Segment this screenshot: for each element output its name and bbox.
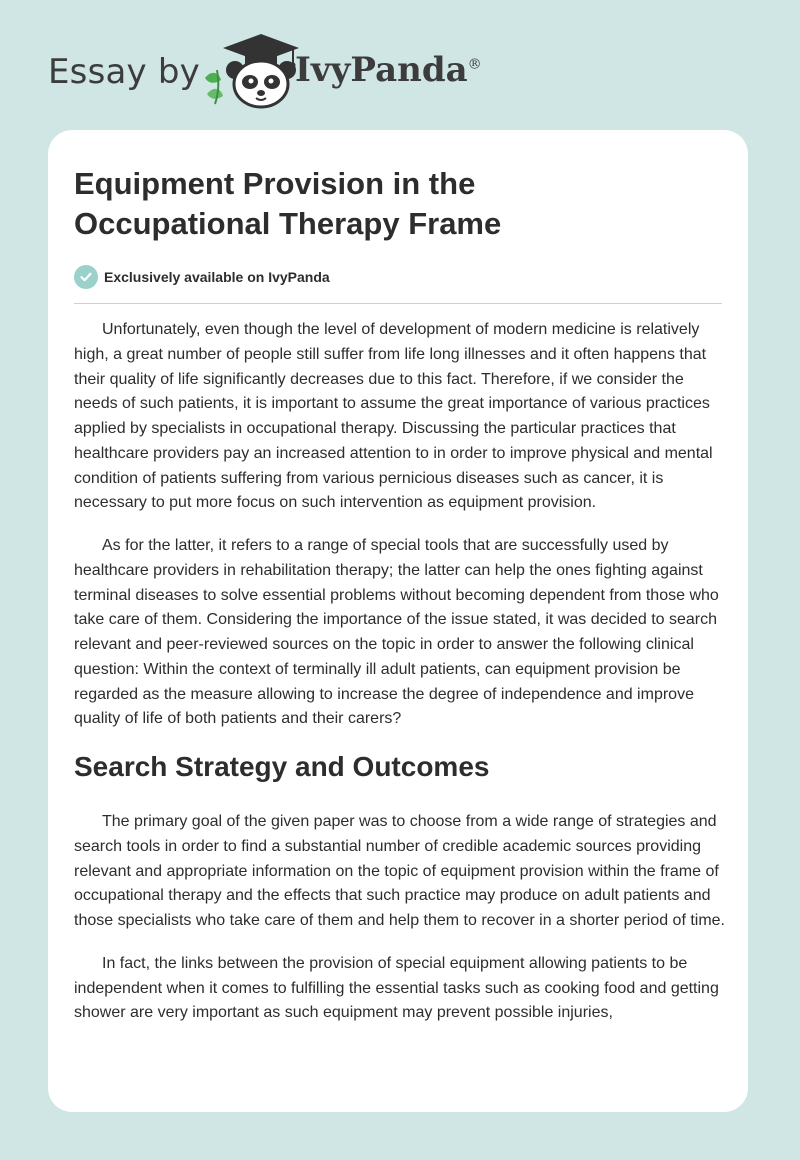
paragraph: As for the latter, it refers to a range of special tools that are successfully used by healthcare providers in rehabilitation therapy; the latter can help the ones fighting against terminal diseases to solve essential problems without becoming dependent from those who take care of them. Considering the importance of the issue stated, it was decided to search relevant and peer-reviewed sources on the topic in order to answer the following clinical question: Within the context of terminally ill adult patients, can equipment provision be regarded as the measure allowing to increase the degree of independence and improve quality of life of both patients and their carers? xyxy=(74,537,719,728)
paragraph: Unfortunately, even though the level of development of modern medicine is relatively high, a great number of people still suffer from life long illnesses and it often happens that their quality of life significantly decreases due to this fact. Therefore, if we consider the needs of such patients, it is important to assume the great importance of various practices applied by specialists in occupational therapy. Discussing the particular practices that healthcare providers pay an increased attention to in order to improve physical and mental condition of patients suffering from various pernicious diseases such as cancer, it is necessary to put more focus on such intervention as equipment provision. xyxy=(74,321,713,512)
exclusive-label: Exclusively available on IvyPanda xyxy=(104,269,330,285)
section-heading: Search Strategy and Outcomes xyxy=(74,751,490,782)
exclusive-badge xyxy=(74,264,330,290)
paragraph: In fact, the links between the provision of special equipment allowing patients to be independent when it comes to fulfilling the essential tasks such as cooking food and getting shower are very important as such equipment may prevent possible injuries, xyxy=(74,954,719,1022)
article-body xyxy=(74,318,726,1044)
checkmark-icon xyxy=(74,265,98,289)
panda-logo-icon xyxy=(201,30,305,110)
divider xyxy=(74,303,722,304)
paragraph: The primary goal of the given paper was to choose from a wide range of strategies and search tools in order to find a substantial number of credible academic sources providing relevant and appropriate information on the topic of equipment provision within the frame of occupational therapy and the effects that such practice may produce on adult patients and those specialists who take care of them and help them to recover in a shorter period of time. xyxy=(74,813,725,929)
brand-header xyxy=(48,30,508,110)
essay-by-label: Essay by xyxy=(48,52,200,92)
page-title: Equipment Provision in the Occupational Therapy Frame xyxy=(74,166,502,241)
brand-name: IvyPanda® xyxy=(295,50,482,90)
essay-card xyxy=(48,130,748,1112)
